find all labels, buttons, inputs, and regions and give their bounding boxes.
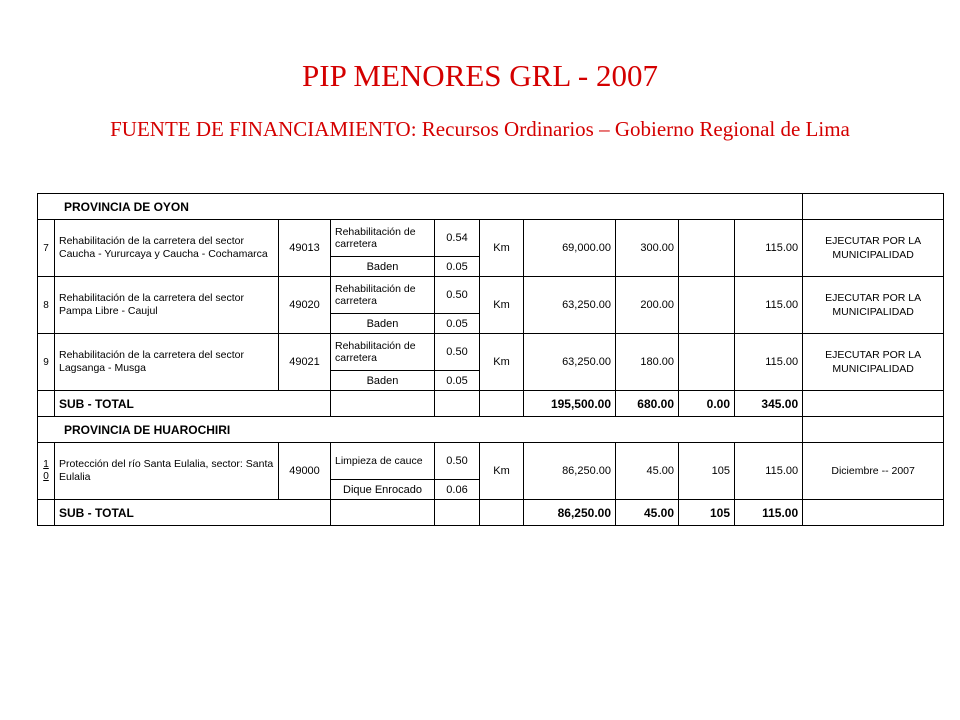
activity-name: Rehabilitación de carretera — [331, 277, 435, 314]
table-row — [38, 220, 944, 257]
project-description: Rehabilitación de la carretera del sector Pampa Libre - Caujul — [55, 277, 279, 334]
activity-name: Rehabilitación de carretera — [331, 220, 435, 257]
subtotal-amount: 195,500.00 — [524, 391, 616, 417]
project-code: 49013 — [279, 220, 331, 277]
project-code: 49020 — [279, 277, 331, 334]
value-col-3: 115.00 — [735, 277, 803, 334]
subtotal-col-3: 115.00 — [735, 500, 803, 526]
activity-quantity: 0.50 — [435, 443, 480, 480]
value-col-2 — [679, 334, 735, 391]
amount: 63,250.00 — [524, 334, 616, 391]
subtotal-col-1: 45.00 — [616, 500, 679, 526]
table-row — [38, 443, 944, 480]
value-col-2 — [679, 220, 735, 277]
subtotal-label: SUB - TOTAL — [55, 391, 331, 417]
province-header-row — [38, 194, 944, 220]
activity-quantity: 0.05 — [435, 371, 480, 391]
value-col-3: 115.00 — [735, 220, 803, 277]
subtotal-col-2: 0.00 — [679, 391, 735, 417]
activity-name: Baden — [331, 371, 435, 391]
province-header-row — [38, 417, 944, 443]
project-description: Rehabilitación de la carretera del sector Caucha - Yururcaya y Caucha - Cochamarca — [55, 220, 279, 277]
value-col-1: 200.00 — [616, 277, 679, 334]
subtotal-col-1: 680.00 — [616, 391, 679, 417]
subtotal-row — [38, 391, 944, 417]
row-index: 7 — [38, 220, 55, 277]
value-col-2 — [679, 277, 735, 334]
unit: Km — [480, 334, 524, 391]
project-code: 49021 — [279, 334, 331, 391]
activity-quantity: 0.05 — [435, 314, 480, 334]
unit: Km — [480, 443, 524, 500]
activity-quantity: 0.50 — [435, 277, 480, 314]
activity-name: Rehabilitación de carretera — [331, 334, 435, 371]
table-row — [38, 277, 944, 314]
subtotal-row — [38, 500, 944, 526]
project-code: 49000 — [279, 443, 331, 500]
observation: EJECUTAR POR LA MUNICIPALIDAD — [803, 220, 944, 277]
unit: Km — [480, 277, 524, 334]
observation: EJECUTAR POR LA MUNICIPALIDAD — [803, 334, 944, 391]
value-col-3: 115.00 — [735, 443, 803, 500]
value-col-1: 180.00 — [616, 334, 679, 391]
province-name: PROVINCIA DE HUAROCHIRI — [38, 417, 803, 443]
amount: 69,000.00 — [524, 220, 616, 277]
subtotal-col-2: 105 — [679, 500, 735, 526]
activity-quantity: 0.06 — [435, 480, 480, 500]
observation: Diciembre -- 2007 — [803, 443, 944, 500]
row-index: 1 0 — [38, 443, 55, 500]
project-description: Rehabilitación de la carretera del sector Lagsanga - Musga — [55, 334, 279, 391]
value-col-3: 115.00 — [735, 334, 803, 391]
unit: Km — [480, 220, 524, 277]
activity-quantity: 0.05 — [435, 257, 480, 277]
activity-name: Limpieza de cauce — [331, 443, 435, 480]
value-col-1: 45.00 — [616, 443, 679, 500]
observation: EJECUTAR POR LA MUNICIPALIDAD — [803, 277, 944, 334]
row-index: 9 — [38, 334, 55, 391]
page-title: PIP MENORES GRL - 2007 — [302, 58, 658, 93]
amount: 63,250.00 — [524, 277, 616, 334]
subtotal-col-3: 345.00 — [735, 391, 803, 417]
activity-name: Baden — [331, 257, 435, 277]
project-description: Protección del río Santa Eulalia, sector: Santa Eulalia — [55, 443, 279, 500]
activity-name: Baden — [331, 314, 435, 334]
value-col-2: 105 — [679, 443, 735, 500]
activity-quantity: 0.54 — [435, 220, 480, 257]
province-name: PROVINCIA DE OYON — [38, 194, 803, 220]
projects-table — [37, 193, 944, 526]
subtotal-amount: 86,250.00 — [524, 500, 616, 526]
activity-quantity: 0.50 — [435, 334, 480, 371]
amount: 86,250.00 — [524, 443, 616, 500]
activity-name: Dique Enrocado — [331, 480, 435, 500]
value-col-1: 300.00 — [616, 220, 679, 277]
funding-source-subtitle: FUENTE DE FINANCIAMIENTO: Recursos Ordinarios – Gobierno Regional de Lima — [110, 117, 850, 141]
row-index: 8 — [38, 277, 55, 334]
table-row — [38, 334, 944, 371]
subtotal-label: SUB - TOTAL — [55, 500, 331, 526]
